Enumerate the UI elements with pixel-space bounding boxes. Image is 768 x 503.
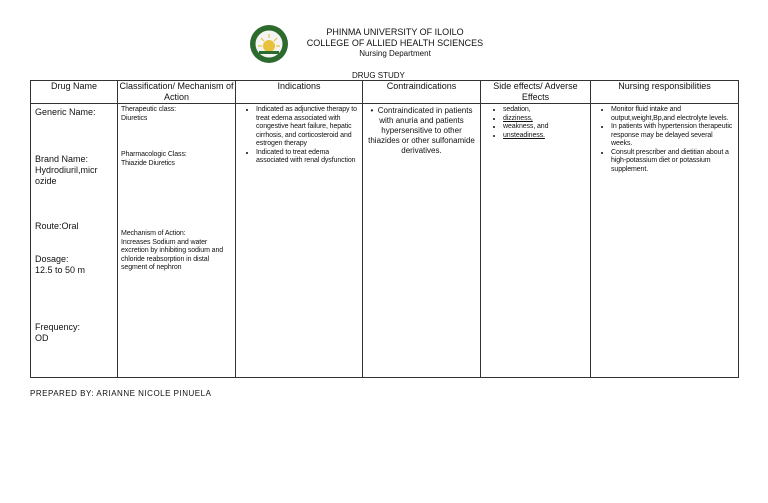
route: Route:Oral [35,221,79,231]
prepared-by: PREPARED BY: ARIANNE NICOLE PINUELA [30,389,212,398]
mechanism-value: Increases Sodium and water excretion by inhibiting sodium and chloride reabsorption in distal segment of nephron [121,238,224,271]
document-header [0,0,768,80]
side-effects-cell [481,104,591,378]
indications-list [242,106,359,166]
therapeutic-class-label: Therapeutic class: [121,106,177,113]
col-header-nursing: Nursing responsibilities [591,81,739,104]
list-item: • Indicated to treat edema associated with renal dysfunction [256,149,359,166]
department-name: Nursing Department [359,49,431,58]
pharmacologic-class-label: Pharmacologic Class: [121,151,187,158]
col-header-drug-name: Drug Name [31,81,118,104]
list-item: • In patients with hypertension therapeutic response may be delayed several weeks. [611,123,735,149]
dosage-label: Dosage: [35,254,69,264]
list-item: • Monitor fluid intake and output,weight,Bp,and electrolyte levels. [611,106,735,123]
nursing-cell [591,104,739,378]
frequency-value: OD [35,333,49,343]
nursing-list [597,106,735,174]
contraindications-text: • Contraindicated in patients with anuria and patients hypersensitive to other thiazides or other sulfonamide derivatives. [368,106,475,155]
contraindications-cell [363,104,481,378]
college-name: COLLEGE OF ALLIED HEALTH SCIENCES [306,38,484,48]
list-item: • dizziness, [503,115,587,124]
list-item: • weakness, and [503,123,587,132]
drug-study-table [30,80,739,378]
side-effects-list [489,106,587,140]
list-item: • unsteadiness. [503,132,587,141]
col-header-indications: Indications [236,81,363,104]
therapeutic-class-value: Diuretics [121,114,148,122]
col-header-contraindications: Contraindications [363,81,481,104]
table-header-row [31,81,739,104]
university-name: PHINMA UNIVERSITY OF ILOILO [326,27,464,37]
list-item: • sedation, [503,106,587,115]
col-header-side-effects: Side effects/ Adverse Effects [481,81,591,104]
dosage-value: 12.5 to 50 m [35,265,86,275]
mechanism-label: Mechanism of Action: [121,230,186,237]
indications-cell [236,104,363,378]
brand-label: Brand Name: [35,154,89,164]
pharmacologic-class-value: Thiazide Diuretics [121,159,175,167]
document-title: DRUG STUDY [352,71,405,80]
table-row [31,104,739,378]
classification-cell [118,104,236,378]
brand-value: Hydrodiuril,micr ozide [35,165,98,186]
col-header-classification: Classification/ Mechanism of Action [119,81,234,102]
generic-label: Generic Name: [35,107,96,117]
frequency-label: Frequency: [35,322,81,332]
list-item: • Indicated as adjunctive therapy to treat edema associated with congestive heart failure, hepatic cirrhosis, and corticosteroid and estrogen therapy [256,106,359,149]
drug-name-cell [31,104,118,378]
university-seal-logo [249,24,289,64]
bullet-icon: • [370,106,378,115]
list-item: • Consult prescriber and dietitian about a high-potassium diet or potassium supplement. [611,149,735,175]
